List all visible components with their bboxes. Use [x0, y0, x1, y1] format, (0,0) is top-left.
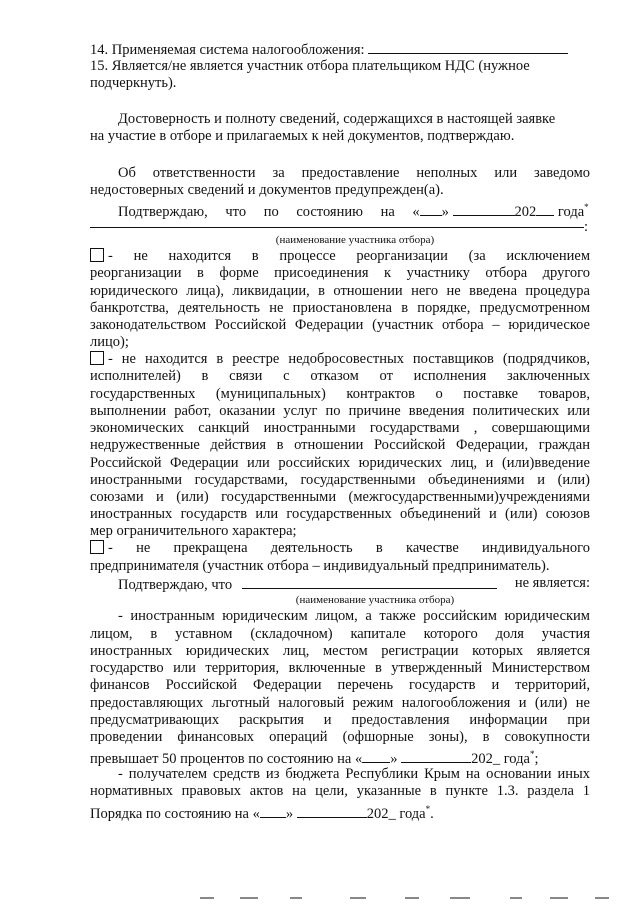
text-line: реорганизации в форме присоединения к участнику отбора другого: [90, 265, 590, 281]
checkbox-registry[interactable]: [90, 351, 104, 365]
month-field-2[interactable]: [401, 749, 471, 763]
participant-name-field[interactable]: [90, 227, 584, 228]
text-line: - иностранным юридическим лицом, а также российским юридическим: [118, 608, 590, 624]
footnote-mark: *: [584, 202, 589, 212]
confirm-not-line: Подтверждаю, что не является:: [118, 575, 590, 593]
text-line: предоставляющих льготный налоговый режим налогообложения и (или) не: [90, 695, 590, 711]
text-line: исполнителей) в связи с отказом от исполнения заключенных: [90, 368, 590, 384]
text-line: государство или территория, включенные в утвержденный Министерством: [90, 660, 590, 676]
text-line: подчеркнуть).: [90, 75, 177, 91]
text-line: союзами и (или) государственными (межгосударственными)учреждениями: [90, 489, 590, 505]
text-line: государственных (муниципальных) контрактов о поставке товаров,: [90, 386, 590, 402]
text-line: Российской Федерации или российских юридических лиц, и (или)введение: [90, 455, 590, 471]
text-line: юридического лица), ликвидации, в отношении него не введена процедура: [90, 283, 590, 299]
text-line: лицом, в уставном (складочном) капитале которого доля участия: [90, 626, 590, 642]
checkbox-line: - не находится в процессе реорганизации (за исключением: [90, 248, 590, 265]
checkbox-reorganization[interactable]: [90, 248, 104, 262]
participant-name-caption: (наименование участника отбора): [275, 234, 435, 246]
text-line: недружественные действия в отношении Российской Федерации, граждан: [90, 437, 590, 453]
checkbox-entrepreneur[interactable]: [90, 540, 104, 554]
text-line: иностранных юридических лиц, местом регистрации которых является: [90, 643, 590, 659]
day-field-3[interactable]: [260, 804, 286, 818]
budget-date-line: Порядка по состоянию на « » 202_ года*.: [90, 804, 434, 822]
text-line: на участие в отборе и прилагаемых к ней документов, подтверждаю.: [90, 128, 515, 144]
document-page: 14. Применяемая система налогообложения: 15. Является/не является участник отбора плательщиком НДС (нужное подчеркнуть). Достоверность и полноту сведений, содержащихся в настоящей заявке на участие в отборе и прилагаемых к ней документов, подтверждаю. Об ответственности за предоставление неполных или заведомо недостоверных сведений и документов предупрежден(а). Подтверждаю, что по состоянию на « » 202 года* : (наименование участника отбора) - не находится в процессе реорганизации (за исключением реорганизации в форме присоединения к участнику отбора другого юридического лица), ликвидации, в отношении него не введена процедура банкротства, деятельность не приостановлена в порядке, предусмотренном законодательством Российской Федерации (участник отбора – юридическое лицо); - не находится в реестре недобросовестных поставщиков (подрядчиков, исполнителей) в связи с отказом от исполнения заключенных государственных (муниципальных) контрактов о поставке товаров, выполнении работ, оказании услуг по причине введения политических или экономических санкций иностранными государствами , совершающими недружественные действия в отношении Российской Федерации, граждан Российской Федерации или российских юридических лиц, и (или)введение иностранными государствами, государственными объединениями и (или) союзами и (или) государственными (межгосударственными)учреждениями иностранных государств или государственных объединений и (или) союзов мер ограничительного характера; - не прекращена деятельность в качестве индивидуального предпринимателя (участник отбора – индивидуальный предприниматель). Подтверждаю, что не является: (наименование участника отбора) - иностранным юридическим лицом, а также российским юридическим лицом, в уставном (складочном) капитале которого доля участия иностранных юридических лиц, местом регистрации которых является государство или территория, включенные в утвержденный Министерством финансов Российской Федерации перечень государств и территорий, предоставляющих льготный налоговый режим налогообложения и (или) не предусматривающих раскрытия и предоставления информации при проведении финансовых операций (офшорные зоны), в совокупности превышает 50 процентов по состоянию на « » 202_ года*; - получателем средств из бюджета Республики Крым на основании иных нормативных правовых актов на цели, указанные в пункте 1.3. раздела 1 Порядка по состоянию на « » 202_ года*.: [0, 0, 640, 905]
day-field[interactable]: [420, 202, 442, 216]
participant-name-field-2[interactable]: [242, 575, 497, 589]
year-field[interactable]: [536, 202, 554, 216]
tax-system-line: [90, 40, 590, 59]
text-line: законодательством Российской Федерации (участник отбора – юридическое: [90, 317, 590, 333]
text-line: Об ответственности за предоставление неполных или заведомо: [118, 165, 590, 181]
text-line: иностранными государствами, государственными объединениями и (или): [90, 472, 590, 488]
checkbox-line: - не находится в реестре недобросовестных поставщиков (подрядчиков,: [90, 351, 590, 368]
month-field-3[interactable]: [297, 804, 367, 818]
day-field-2[interactable]: [362, 749, 390, 763]
tax-system-label: 14. Применяемая система налогообложения:: [90, 42, 365, 58]
text-line: недостоверных сведений и документов предупрежден(а).: [90, 182, 444, 198]
text-line: банкротства, деятельность не приостановлена в порядке, предусмотренном: [90, 300, 590, 316]
month-field[interactable]: [453, 202, 515, 216]
text-line: лицо);: [90, 334, 129, 350]
text-line: мер ограничительного характера;: [90, 523, 297, 539]
text-line: предпринимателя (участник отбора – индивидуальный предприниматель).: [90, 558, 550, 574]
checkbox-line: - не прекращена деятельность в качестве индивидуального: [90, 540, 590, 557]
text-line: предусматривающих раскрытия и предоставления информации при: [90, 712, 590, 728]
text-line: нормативных правовых актов на цели, указанные в пункте 1.3. раздела 1: [90, 783, 590, 799]
text-line: экономических санкций иностранными государствами , совершающими: [90, 420, 590, 436]
confirm-date-line: Подтверждаю, что по состоянию на « » 202 года*: [118, 202, 589, 220]
tax-system-field[interactable]: [368, 40, 568, 54]
text-line: финансов Российской Федерации перечень государств и территорий,: [90, 677, 590, 693]
text-line: - получателем средств из бюджета Республики Крым на основании иных: [118, 766, 590, 782]
text-line: Достоверность и полноту сведений, содержащихся в настоящей заявке: [118, 111, 556, 127]
text-line: проведении финансовых операций (офшорные зоны), в совокупности: [90, 729, 590, 745]
text-line: выполнении работ, оказании услуг по причине введения политических или: [90, 403, 590, 419]
participant-name-caption-2: (наименование участника отбора): [295, 594, 455, 606]
scan-edge-marks: [200, 897, 620, 903]
text-line: иностранных государств или государственных объединений и (или) союзов: [90, 506, 590, 522]
text-line: 15. Является/не является участник отбора плательщиком НДС (нужное: [90, 58, 530, 74]
share-date-line: превышает 50 процентов по состоянию на « » 202_ года*;: [90, 749, 539, 767]
